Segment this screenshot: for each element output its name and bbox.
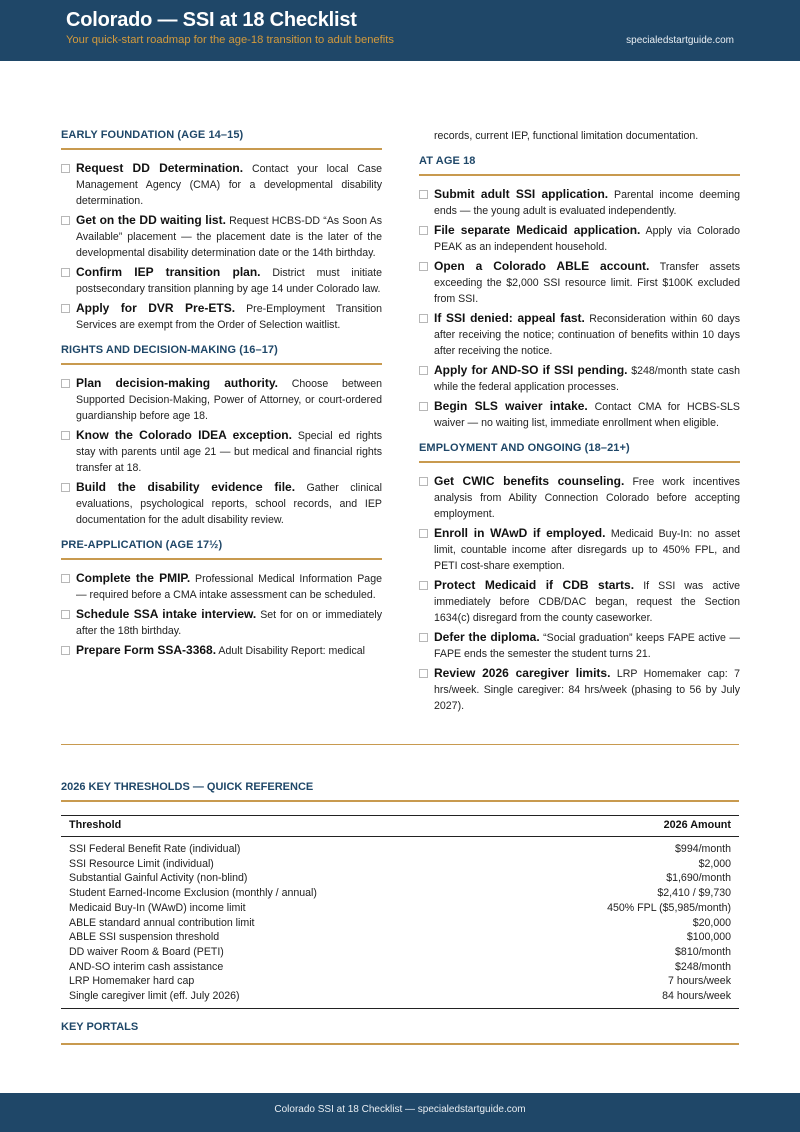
checklist-item	[419, 186, 740, 219]
threshold-amount: $810/month	[675, 945, 731, 958]
section-heading-rights: RIGHTS AND DECISION-MAKING (16–17)	[61, 341, 382, 365]
threshold-amount: $2,410 / $9,730	[657, 887, 731, 900]
item-text: Adult Disability Report: medical	[218, 645, 366, 657]
checklist-item	[419, 473, 740, 522]
item-text: Transfer assets exceeding the $2,000 SSI resource limit. First $100K excluded from SSI.	[434, 261, 740, 305]
threshold-label: SSI Federal Benefit Rate (individual)	[69, 843, 241, 855]
section-heading-age18: AT AGE 18	[419, 152, 740, 176]
checkbox[interactable]	[419, 477, 428, 486]
threshold-amount: $1,690/month	[666, 872, 731, 885]
item-text: Apply via Colorado PEAK as an independent household.	[434, 225, 741, 253]
item-title: Prepare Form SSA-3368.	[76, 643, 217, 657]
checkbox[interactable]	[419, 669, 428, 678]
item-title: Apply for AND-SO if SSI pending.	[434, 363, 628, 377]
table-row	[61, 916, 739, 931]
thresholds-table	[61, 815, 739, 1009]
checklist-item	[61, 160, 382, 209]
checkbox[interactable]	[419, 226, 428, 235]
checkbox[interactable]	[61, 216, 70, 225]
checklist-age18	[419, 186, 740, 431]
column-header-threshold: Threshold	[61, 816, 504, 837]
item-title: Confirm IEP transition plan.	[76, 265, 261, 279]
checkbox[interactable]	[419, 529, 428, 538]
threshold-amount: 84 hours/week	[504, 989, 739, 1008]
item-text: Professional Medical Information Page — required before a CMA intake assessment can be scheduled.	[76, 573, 382, 601]
table-row	[61, 960, 739, 975]
item-title: Know the Colorado IDEA exception.	[76, 428, 292, 442]
item-text: Gather clinical evaluations, psychological reports, school records, and IEP documentation for the adult disability review.	[76, 482, 382, 526]
checklist-item	[61, 264, 382, 297]
thresholds-heading: 2026 KEY THRESHOLDS — QUICK REFERENCE	[61, 781, 739, 802]
page-title: Colorado — SSI at 18 Checklist	[66, 9, 357, 31]
checkbox[interactable]	[419, 262, 428, 271]
checklist-item	[61, 642, 382, 659]
checklist-rights	[61, 375, 382, 528]
checklist-item	[419, 577, 740, 626]
checklist-item	[61, 606, 382, 639]
item-text: Pre-Employment Transition Services are exempt from the Order of Selection waitlist.	[76, 303, 382, 331]
page-header	[0, 0, 800, 61]
checklist-item	[61, 570, 382, 603]
item-text: Contact CMA for HCBS-SLS waiver — no waiting list, immediate enrollment when eligible.	[434, 401, 740, 429]
column-header-amount: 2026 Amount	[504, 816, 739, 837]
threshold-amount: 7 hours/week	[667, 975, 731, 988]
item-title: Plan decision-making authority.	[76, 376, 278, 390]
item-title: Build the disability evidence file.	[76, 480, 296, 494]
item-title: Get CWIC benefits counseling.	[434, 474, 625, 488]
threshold-amount: $2,000	[698, 857, 731, 870]
table-row	[61, 989, 739, 1008]
item-title: Begin SLS waiver intake.	[434, 399, 588, 413]
item-text: Request HCBS-DD “As Soon As Available” placement — the placement date is the later of the developmental disability determination date or the 14th birthday.	[76, 215, 382, 259]
checklist-item	[61, 375, 382, 424]
item-text: $248/month state cash while the federal application processes.	[434, 365, 740, 393]
checkbox[interactable]	[61, 610, 70, 619]
table-row	[61, 901, 739, 916]
item-title: Schedule SSA intake interview.	[76, 607, 257, 621]
item-text: Special ed rights stay with parents until age 21 — but medical and financial rights transfer at 18.	[76, 430, 383, 474]
item-text: LRP Homemaker cap: 7 hrs/week. Single caregiver: 84 hrs/week (phasing to 56 by July 2027).	[434, 668, 740, 712]
section-divider	[61, 744, 739, 745]
table-row	[61, 871, 739, 886]
table-row	[61, 857, 739, 872]
checkbox[interactable]	[419, 190, 428, 199]
checklist-item	[419, 362, 740, 395]
item-continued-text: records, current IEP, functional limitation documentation.	[434, 130, 699, 142]
checkbox[interactable]	[61, 379, 70, 388]
checklist-item	[61, 212, 382, 261]
checklist-item	[419, 398, 740, 431]
item-text: Medicaid Buy-In: no asset limit, countable income after disregards up to 450% FPL, and PETI cost-share exemption.	[434, 528, 741, 572]
item-text: Parental income deeming ends — the young adult is evaluated independently.	[434, 189, 740, 217]
threshold-amount: $20,000	[692, 916, 731, 929]
item-text: Set for on or immediately after the 18th birthday.	[76, 609, 382, 637]
checkbox[interactable]	[61, 574, 70, 583]
threshold-amount: $248/month	[675, 960, 731, 973]
checklist-item	[419, 222, 740, 255]
section-heading-employment: EMPLOYMENT AND ONGOING (18–21+)	[419, 439, 740, 463]
checklist-early	[61, 160, 382, 333]
item-title: File separate Medicaid application.	[434, 223, 641, 237]
item-title: Submit adult SSI application.	[434, 187, 609, 201]
checkbox[interactable]	[61, 164, 70, 173]
threshold-label: SSI Resource Limit (individual)	[69, 857, 214, 870]
item-title: Get on the DD waiting list.	[76, 213, 226, 227]
table-row	[61, 945, 739, 960]
item-text: Choose between Supported Decision-Making, Power of Attorney, or court-ordered guardianship before age 18.	[76, 378, 382, 422]
checkbox[interactable]	[419, 366, 428, 375]
checklist-item	[419, 310, 740, 359]
checkbox[interactable]	[419, 314, 428, 323]
threshold-label: Medicaid Buy-In (WAwD) income limit	[69, 901, 246, 914]
checklist-item	[419, 258, 740, 307]
threshold-label: DD waiver Room & Board (PETI)	[69, 945, 224, 958]
checklist-item	[419, 629, 740, 662]
threshold-label: ABLE standard annual contribution limit	[69, 916, 255, 929]
checklist-item	[419, 525, 740, 574]
checkbox[interactable]	[419, 633, 428, 642]
checkbox[interactable]	[419, 581, 428, 590]
table-row	[61, 930, 739, 945]
item-title: Apply for DVR Pre-ETS.	[76, 301, 236, 315]
item-text: Contact your local Case Management Agency (CMA) for a developmental disability determination.	[76, 163, 383, 207]
checklist-item	[61, 300, 382, 333]
item-text: District must initiate postsecondary transition planning by age 14 under Colorado law.	[76, 267, 382, 295]
item-text: Free work incentives analysis from Ability Connection Colorado before accepting employment.	[434, 476, 740, 520]
checkbox[interactable]	[61, 431, 70, 440]
left-column	[61, 126, 382, 662]
threshold-amount: $100,000	[686, 931, 731, 944]
table-row	[61, 886, 739, 901]
item-title: Protect Medicaid if CDB starts.	[434, 578, 635, 592]
threshold-label: Single caregiver limit (eff. July 2026)	[61, 989, 504, 1008]
page-subtitle: Your quick-start roadmap for the age-18 transition to adult benefits	[66, 34, 394, 46]
checkbox[interactable]	[61, 268, 70, 277]
item-title: If SSI denied: appeal fast.	[434, 311, 585, 325]
item-text: Reconsideration within 60 days after receiving the notice; continuation of benefits within 10 days after receiving the notice.	[434, 313, 740, 357]
checklist-employment	[419, 473, 740, 714]
checkbox[interactable]	[61, 646, 70, 655]
table-header-row	[61, 816, 739, 837]
footer-text: Colorado SSI at 18 Checklist — specialedstartguide.com	[274, 1104, 526, 1115]
threshold-label: Substantial Gainful Activity (non-blind)	[69, 872, 248, 885]
header-site-link[interactable]: specialedstartguide.com	[626, 35, 734, 46]
page-footer	[0, 1093, 800, 1132]
threshold-amount: 450% FPL ($5,985/month)	[607, 901, 731, 914]
item-title: Open a Colorado ABLE account.	[434, 259, 650, 273]
table-row	[61, 974, 739, 989]
right-column	[419, 128, 740, 717]
checklist-item	[61, 479, 382, 528]
checklist-item	[61, 427, 382, 476]
portals-heading: KEY PORTALS	[61, 1021, 739, 1045]
threshold-label: LRP Homemaker hard cap	[69, 975, 195, 988]
checkbox[interactable]	[61, 304, 70, 313]
checklist-item	[419, 665, 740, 714]
checkbox[interactable]	[419, 402, 428, 411]
threshold-label: ABLE SSI suspension threshold	[69, 931, 220, 944]
item-title: Request DD Determination.	[76, 161, 244, 175]
item-title: Complete the PMIP.	[76, 571, 191, 585]
section-heading-preapp: PRE-APPLICATION (AGE 17½)	[61, 536, 382, 560]
item-text: If SSI was active immediately before CDB/DAC began, request the Section 1634(c) disregard from the county caseworker.	[434, 580, 741, 624]
section-heading-early: EARLY FOUNDATION (AGE 14–15)	[61, 126, 382, 150]
item-title: Enroll in WAwD if employed.	[434, 526, 606, 540]
item-title: Review 2026 caregiver limits.	[434, 666, 611, 680]
threshold-label: Student Earned-Income Exclusion (monthly / annual)	[69, 887, 317, 900]
threshold-label: AND-SO interim cash assistance	[69, 960, 224, 973]
checkbox[interactable]	[61, 483, 70, 492]
threshold-amount: $994/month	[675, 843, 731, 855]
item-text: “Social graduation” keeps FAPE active — FAPE ends the semester the student turns 21.	[434, 632, 740, 660]
checklist-preapp	[61, 570, 382, 659]
table-row	[61, 837, 739, 857]
item-title: Defer the diploma.	[434, 630, 540, 644]
